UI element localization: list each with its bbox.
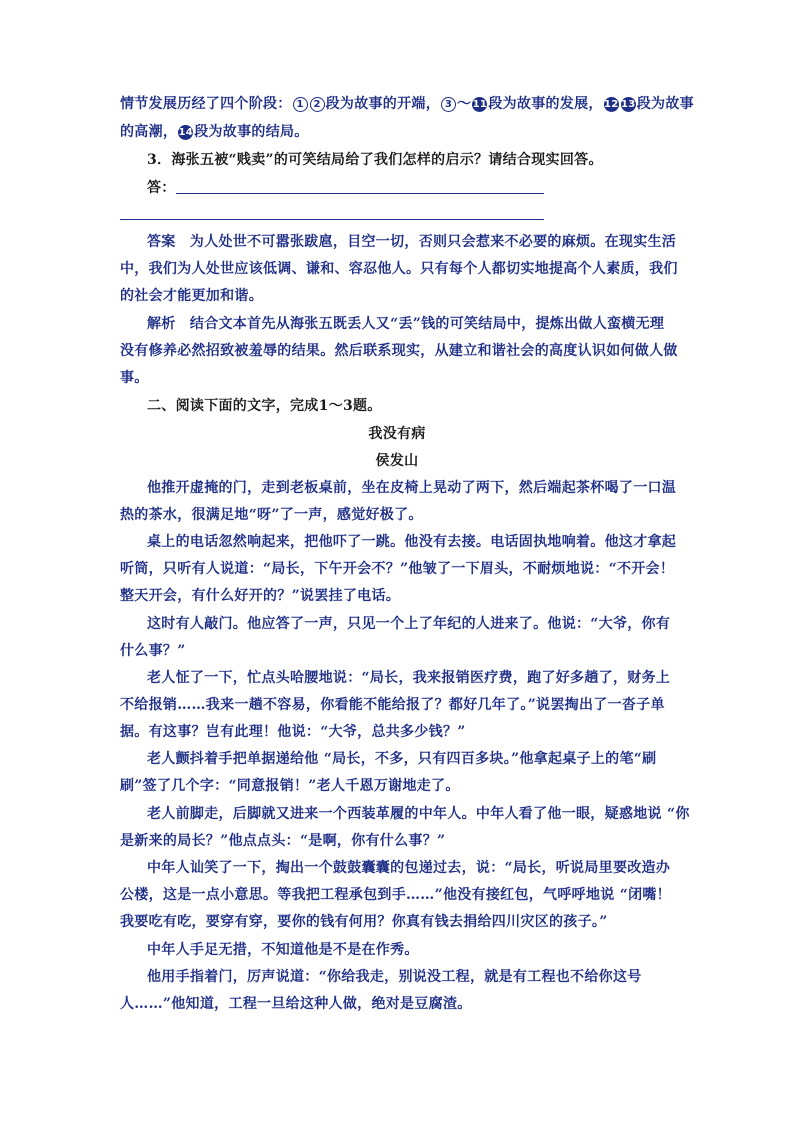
story-line: 什么事？”: [120, 643, 186, 659]
story-line: 热的茶水，很满足地“呀”了一声，感觉好极了。: [120, 507, 423, 523]
answer-blank-line-1: [176, 193, 544, 194]
story-title: 我没有病: [368, 426, 426, 442]
text-segment: 段为故事的结局。: [194, 124, 309, 140]
story-line: 中年人手足无措，不知道他是不是在作秀。: [147, 942, 419, 958]
story-line: 他推开虚掩的门，走到老板桌前，坐在皮椅上晃动了两下，然后端起茶杯喝了一口温: [147, 480, 677, 496]
circled-number: 14: [178, 127, 193, 138]
story-line: 听筒，只听有人说道：“局长，下午开会不？”他皱了一下眉头，不耐烦地说：“不开会！: [120, 561, 675, 577]
text-segment: 段为故事的发展，: [488, 96, 603, 112]
answer-line-2: 中，我们为人处世应该低调、谦和、容忍他人。只有每个人都切实地提高个人素质，我们: [120, 261, 678, 277]
paragraph-stages-line-1: [120, 94, 694, 114]
text-segment: 情节发展历经了四个阶段：: [120, 96, 292, 112]
answer-label: 答：: [147, 180, 176, 196]
story-line: 老人怔了一下，忙点头哈腰地说：“局长，我来报销医疗费，跑了好多趟了，财务上: [147, 670, 671, 686]
story-line: 老人颤抖着手把单据递给他 “局长，不多，只有四百多块。”他拿起桌子上的笔“刷: [147, 751, 657, 767]
answer-blank-line-2: [120, 219, 544, 220]
question-3: 3．海张五被“贱卖”的可笑结局给了我们怎样的启示？请结合现实回答。: [147, 152, 603, 168]
story-author: 侯发山: [375, 453, 419, 469]
text-segment: 的高潮，: [120, 124, 178, 140]
text-segment: 段为故事: [636, 96, 694, 112]
story-line: 他用手指着门，厉声说道：“你给我走，别说没工程，就是有工程也不给你这号: [147, 969, 642, 985]
circled-number: 11: [472, 99, 488, 110]
story-line: 公楼，这是一点小意思。等我把工程承包到手……”他没有接红包，气呼呼地说 “闭嘴！: [120, 887, 671, 903]
story-line: 不给报销……我来一趟不容易，你看能不能给报了？都好几年了。”说罢掏出了一沓子单: [120, 697, 665, 713]
circled-number: 3: [441, 97, 456, 112]
story-line: 桌上的电话忽然响起来，把他吓了一跳。他没有去接。电话固执地响着。他这才拿起: [147, 534, 677, 550]
section-2-heading: 二、阅读下面的文字，完成1～3题。: [147, 398, 382, 414]
analysis-line-2: 没有修养必然招致被羞辱的结果。然后联系现实，从建立和谐社会的高度认识如何做人做: [120, 343, 678, 359]
circled-number: 2: [310, 97, 325, 112]
text-segment: 段为故事的开端，: [325, 96, 441, 112]
story-line: 是新来的局长？”他点点头：“是啊，你有什么事？”: [120, 833, 446, 849]
story-line: 我要吃有吃，要穿有穿，要你的钱有何用？你真有钱去捐给四川灾区的孩子。”: [120, 914, 608, 930]
story-line: 这时有人敲门。他应答了一声，只见一个上了年纪的人进来了。他说：“大爷，你有: [147, 616, 671, 632]
analysis-line-3: 事。: [120, 370, 149, 386]
story-line: 老人前脚走，后脚就又进来一个西装革履的中年人。中年人看了他一眼，疑惑地说 “你: [147, 806, 690, 822]
answer-line-3: 的社会才能更加和谐。: [120, 288, 263, 304]
story-line: 据。有这事？岂有此理！他说：“大爷，总共多少钱？”: [120, 724, 466, 740]
story-line: 中年人讪笑了一下，掏出一个鼓鼓囊囊的包递过去，说：“局长，听说局里要改造办: [147, 860, 671, 876]
story-line: 刷”签了几个字：“同意报销！”老人千恩万谢地走了。: [120, 778, 460, 794]
circled-number: 1: [293, 97, 308, 112]
text-segment: ～: [457, 96, 472, 112]
analysis-line-1: 解析 结合文本首先从海张五既丢人又“丢”钱的可笑结局中，提炼出做人蛮横无理: [147, 316, 665, 332]
story-line: 人……”他知道，工程一旦给这种人做，绝对是豆腐渣。: [120, 996, 472, 1012]
circled-number: 12: [603, 99, 619, 110]
story-line: 整天开会，有什么好开的？”说罢挂了电话。: [120, 588, 401, 604]
paragraph-stages-line-2: [120, 122, 309, 142]
circled-number: 13: [620, 99, 636, 110]
answer-line-1: 答案 为人处世不可嚣张跋扈，目空一切，否则只会惹来不必要的麻烦。在现实生活: [147, 234, 677, 250]
